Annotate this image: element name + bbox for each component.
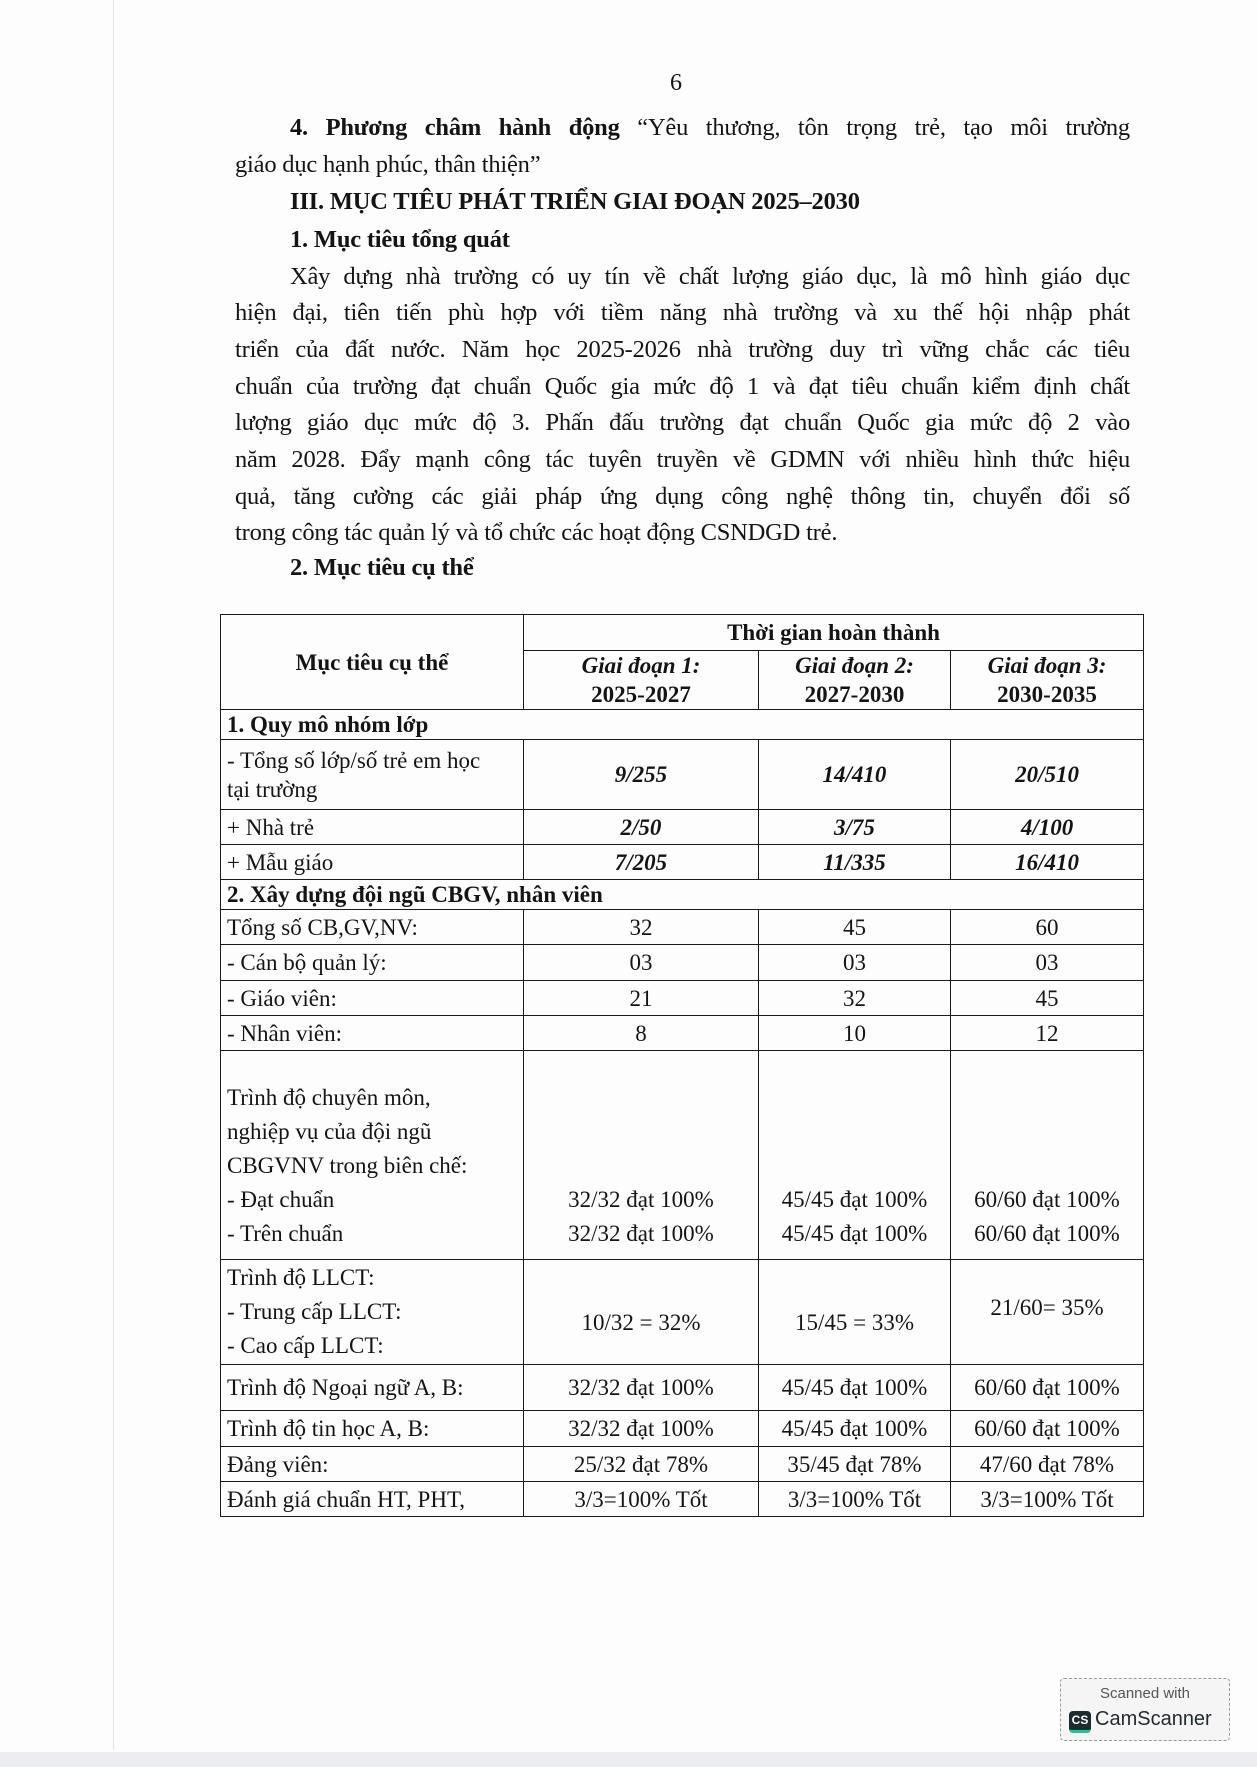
table-row-qualification <box>221 1051 1144 1260</box>
cell-value: 20/510 <box>951 740 1144 810</box>
cell-value: 60/60 đạt 100% <box>951 1411 1144 1447</box>
table-row <box>221 1016 1144 1051</box>
cell-value: 9/255 <box>524 740 759 810</box>
table-row <box>221 1365 1144 1411</box>
cell-value: 45 <box>951 981 1144 1016</box>
cell-value: 2/50 <box>524 810 759 845</box>
specific-goals-table <box>220 614 1144 1517</box>
cell-value: 16/410 <box>951 845 1144 880</box>
row-label: Tổng số CB,GV,NV: <box>221 910 524 945</box>
table-row <box>221 945 1144 981</box>
table-row <box>221 1482 1144 1517</box>
header-phase-3: Giai đoạn 3: 2030-2035 <box>951 651 1144 710</box>
table-row <box>221 1447 1144 1482</box>
cell-value: 12 <box>951 1016 1144 1051</box>
cell-value: 03 <box>524 945 759 981</box>
row-label: - Tổng số lớp/số trẻ em học tại trường <box>221 740 524 810</box>
paragraph-line: trong công tác quản lý và tổ chức các hoạt động CSNDGD trẻ. <box>235 519 838 546</box>
cell-value: 25/32 đạt 78% <box>524 1447 759 1482</box>
cell-value: 10 <box>759 1016 951 1051</box>
cell-value: 32/32 đạt 100% 32/32 đạt 100% <box>524 1051 759 1260</box>
row-label: Đánh giá chuẩn HT, PHT, <box>221 1482 524 1517</box>
cell-value: 3/3=100% Tốt <box>951 1482 1144 1517</box>
cell-value: 60/60 đạt 100% <box>951 1365 1144 1411</box>
paragraph-line: Xây dựng nhà trường có uy tín về chất lượng giáo dục, là mô hình giáo dục <box>290 263 1130 290</box>
section4-line1 <box>290 113 1130 143</box>
watermark-brand: CamScanner <box>1095 1708 1212 1730</box>
cell-value: 45/45 đạt 100% <box>759 1365 951 1411</box>
cell-value: 35/45 đạt 78% <box>759 1447 951 1482</box>
header-phase-1: Giai đoạn 1: 2025-2027 <box>524 651 759 710</box>
page-number: 6 <box>670 70 682 96</box>
section-row-staff: 2. Xây dựng đội ngũ CBGV, nhân viên <box>221 880 1144 910</box>
cell-value: 8 <box>524 1016 759 1051</box>
bottom-bar <box>0 1752 1257 1767</box>
section-row-class-scale: 1. Quy mô nhóm lớp <box>221 710 1144 740</box>
cell-value: 03 <box>951 945 1144 981</box>
header-goal: Mục tiêu cụ thể <box>221 615 524 710</box>
row-label: Trình độ chuyên môn, nghiệp vụ của đội ngũ CBGVNV trong biên chế: - Đạt chuẩn - Trên chuẩn <box>221 1051 524 1260</box>
section3-heading: III. MỤC TIÊU PHÁT TRIỂN GIAI ĐOẠN 2025–2030 <box>290 188 860 215</box>
cell-value: 32 <box>759 981 951 1016</box>
table-row <box>221 810 1144 845</box>
row-label: Trình độ Ngoại ngữ A, B: <box>221 1365 524 1411</box>
table-row <box>221 845 1144 880</box>
paragraph-line: lượng giáo dục mức độ 3. Phấn đấu trường đạt chuẩn Quốc gia mức độ 2 vào <box>235 409 1130 436</box>
cell-value: 3/3=100% Tốt <box>524 1482 759 1517</box>
paragraph-line: hiện đại, tiên tiến phù hợp với tiềm năng nhà trường và xu thế hội nhập phát <box>235 299 1130 326</box>
cell-value: 15/45 = 33% <box>759 1260 951 1365</box>
row-label: Đảng viên: <box>221 1447 524 1482</box>
cell-value: 32/32 đạt 100% <box>524 1365 759 1411</box>
cell-value: 7/205 <box>524 845 759 880</box>
header-phase-2: Giai đoạn 2: 2027-2030 <box>759 651 951 710</box>
cell-value: 32 <box>524 910 759 945</box>
cell-value: 21 <box>524 981 759 1016</box>
general-goal-heading: 1. Mục tiêu tổng quát <box>290 226 510 253</box>
cell-value: 21/60= 35% <box>951 1260 1144 1365</box>
row-label: Trình độ tin học A, B: <box>221 1411 524 1447</box>
cell-value: 4/100 <box>951 810 1144 845</box>
section4-label: 4. Phương châm hành động <box>290 114 620 141</box>
cell-value: 45 <box>759 910 951 945</box>
row-label: - Nhân viên: <box>221 1016 524 1051</box>
table-row <box>221 1411 1144 1447</box>
header-completion-time: Thời gian hoàn thành <box>524 615 1144 651</box>
table-row <box>221 981 1144 1016</box>
paragraph-line: năm 2028. Đẩy mạnh công tác tuyên truyền về GDMN với nhiều hình thức hiệu <box>235 446 1130 473</box>
section4-line2: giáo dục hạnh phúc, thân thiện” <box>235 151 541 178</box>
watermark-caption: Scanned with <box>1099 1685 1191 1702</box>
cell-value: 45/45 đạt 100% <box>759 1411 951 1447</box>
specific-goal-heading: 2. Mục tiêu cụ thể <box>290 554 474 581</box>
paragraph-line: triển của đất nước. Năm học 2025-2026 nhà trường duy trì vững chắc các tiêu <box>235 336 1130 363</box>
paragraph-line: chuẩn của trường đạt chuẩn Quốc gia mức độ 1 và đạt tiêu chuẩn kiểm định chất <box>235 373 1130 400</box>
cell-value: 3/3=100% Tốt <box>759 1482 951 1517</box>
cell-value: 32/32 đạt 100% <box>524 1411 759 1447</box>
cell-value: 03 <box>759 945 951 981</box>
row-label: - Cán bộ quản lý: <box>221 945 524 981</box>
cell-value: 45/45 đạt 100% 45/45 đạt 100% <box>759 1051 951 1260</box>
table-row <box>221 910 1144 945</box>
cell-value: 10/32 = 32% <box>524 1260 759 1365</box>
cell-value: 14/410 <box>759 740 951 810</box>
cell-value: 47/60 đạt 78% <box>951 1447 1144 1482</box>
section4-text: “Yêu thương, tôn trọng trẻ, tạo môi trường <box>637 114 1130 141</box>
cell-value: 60 <box>951 910 1144 945</box>
cell-value: 60/60 đạt 100% 60/60 đạt 100% <box>951 1051 1144 1260</box>
camscanner-logo-icon: CS <box>1069 1711 1091 1733</box>
row-label: - Giáo viên: <box>221 981 524 1016</box>
row-label: + Mẫu giáo <box>221 845 524 880</box>
table-row <box>221 740 1144 810</box>
cell-value: 11/335 <box>759 845 951 880</box>
row-label: + Nhà trẻ <box>221 810 524 845</box>
paragraph-line: quả, tăng cường các giải pháp ứng dụng công nghệ thông tin, chuyển đổi số <box>235 483 1130 510</box>
cell-value: 3/75 <box>759 810 951 845</box>
camscanner-watermark <box>1060 1678 1230 1741</box>
page-edge <box>113 0 114 1750</box>
row-label: Trình độ LLCT: - Trung cấp LLCT: - Cao cấp LLCT: <box>221 1260 524 1365</box>
table-row-political <box>221 1260 1144 1365</box>
